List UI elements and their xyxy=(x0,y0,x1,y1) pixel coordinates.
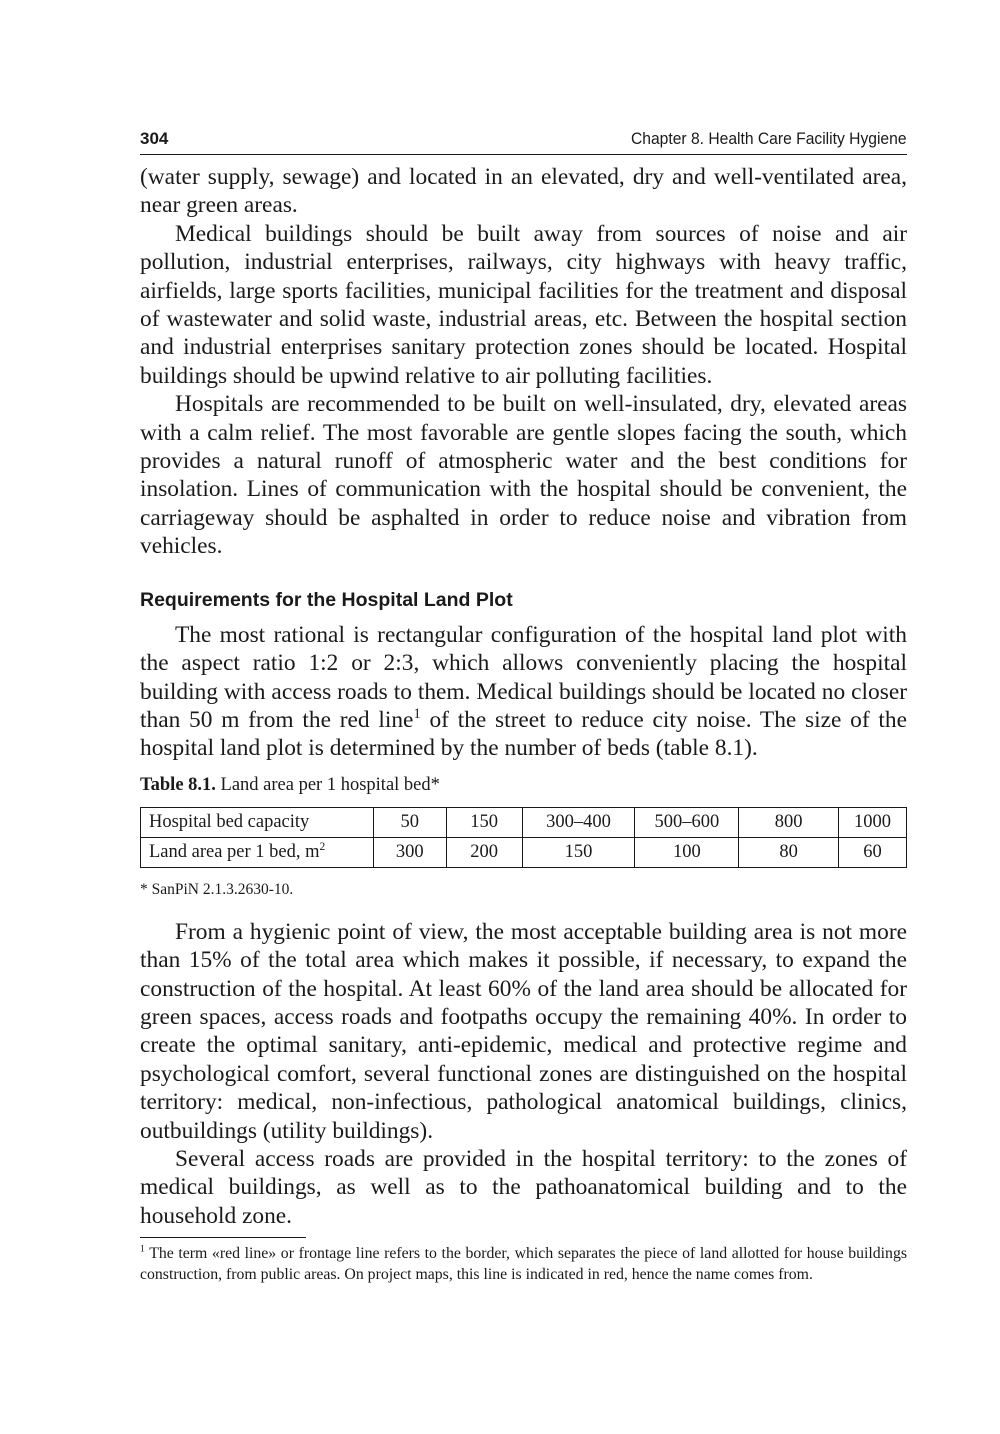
table-row xyxy=(141,837,907,867)
paragraph-text: of the street to reduce city noise. The size of the hospital land plot is determined by the number of beds (table 8.1). xyxy=(140,706,907,762)
footnote-marker: 1 xyxy=(140,1243,145,1255)
table-cell: 150 xyxy=(446,807,522,837)
footnote xyxy=(140,1244,907,1285)
paragraph: Hospitals are recommended to be built on well-insulated, dry, elevated areas with a calm relief. The most favorable are gentle slopes facing the south, which provides a natural runoff of atmospheric water and the best conditions for insolation. Lines of communication with the hospital should be convenient, the carriageway should be asphalted in order to reduce noise and vibration from vehicles. xyxy=(140,391,907,560)
page-number: 304 xyxy=(140,129,169,148)
table-cell: 800 xyxy=(739,807,839,837)
body-text-section xyxy=(140,621,907,763)
table-caption-text: Land area per 1 hospital bed* xyxy=(215,774,440,795)
footnote-divider xyxy=(140,1237,306,1238)
page xyxy=(140,128,907,1285)
paragraph: (water supply, sewage) and located in an elevated, dry and well-ventilated area, near green areas. xyxy=(140,164,907,219)
table-cell: 50 xyxy=(373,807,446,837)
unit-superscript: 2 xyxy=(319,840,326,853)
table-row xyxy=(141,807,907,837)
table-cell: 150 xyxy=(522,837,635,867)
section-heading: Requirements for the Hospital Land Plot xyxy=(140,588,513,611)
paragraph xyxy=(140,621,907,763)
table-cell: 500–600 xyxy=(635,807,739,837)
footnote-ref: 1 xyxy=(413,706,421,723)
table-cell: 60 xyxy=(839,837,907,867)
table-cell: 200 xyxy=(446,837,522,867)
table-cell: 80 xyxy=(739,837,839,867)
table-cell: 100 xyxy=(635,837,739,867)
land-area-table xyxy=(140,807,907,868)
paragraph-text: The most rational is rectangular configuration of the hospital land plot with the aspect ratio 1:2 or 2:3, which allows conveniently placing the hospital building with access roads to them. Medical buildings should be located no closer than 50 m from the red line xyxy=(140,621,907,733)
running-head xyxy=(140,128,907,155)
row-header-area xyxy=(141,837,374,867)
row-header-area-text: Land area per 1 bed, m xyxy=(149,841,320,862)
row-header-capacity: Hospital bed capacity xyxy=(141,807,374,837)
table-note: * SanPiN 2.1.3.2630-10. xyxy=(140,880,294,898)
table-cell: 300–400 xyxy=(522,807,635,837)
table-caption-label: Table 8.1. xyxy=(140,774,216,795)
chapter-title: Chapter 8. Health Care Facility Hygiene xyxy=(631,129,907,148)
footnote-text: The term «red line» or frontage line refers to the border, which separates the piece of land allotted for house buildings construction, from public areas. On project maps, this line is indicated in red, hence the name comes from. xyxy=(140,1245,907,1283)
table-caption xyxy=(140,773,907,797)
paragraph: Medical buildings should be built away from sources of noise and air pollution, industrial enterprises, railways, city highways with heavy traffic, airfields, large sports facilities, municipal facilities for the treatment and disposal of wastewater and solid waste, industrial areas, etc. Between the hospital section and industrial enterprises sanitary protection zones should be located. Hospital buildings should be upwind relative to air polluting facilities. xyxy=(140,220,907,389)
table-cell: 1000 xyxy=(839,807,907,837)
paragraph: Several access roads are provided in the hospital territory: to the zones of medical buildings, as well as to the pathoanatomical building and to the household zone. xyxy=(140,1145,907,1229)
table-cell: 300 xyxy=(373,837,446,867)
body-text-top xyxy=(140,163,907,561)
paragraph: From a hygienic point of view, the most acceptable building area is not more than 15% of the total area which makes it possible, if necessary, to expand the construction of the hospital. At least 60% of the land area should be allocated for green spaces, access roads and footpaths occupy the remaining 40%. In order to create the optimal sanitary, anti-epidemic, medical and protective regime and psychological comfort, several functional zones are distinguished on the hospital territory: medical, non-infectious, pathological anatomical buildings, clinics, outbuildings (utility buildings). xyxy=(140,918,907,1144)
body-text-bottom xyxy=(140,918,907,1230)
